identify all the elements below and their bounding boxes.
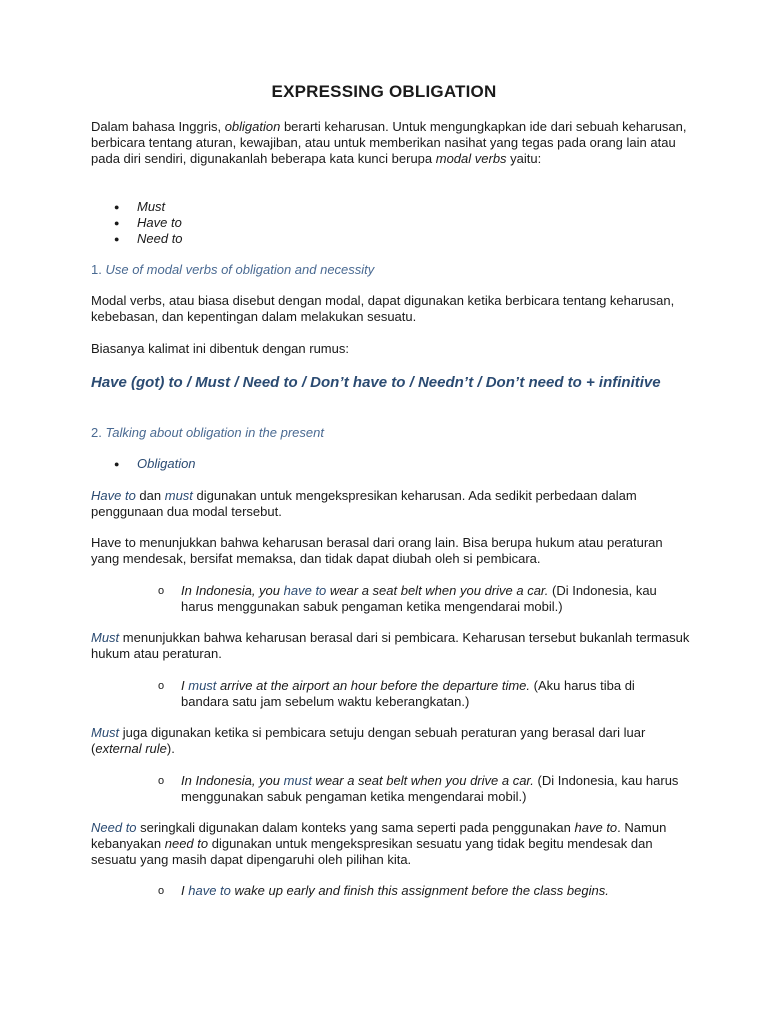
paragraph: Have to dan must digunakan untuk mengekspresikan keharusan. Ada sedikit perbedaan dalam penggunaan dua modal tersebut. <box>91 488 637 519</box>
example-sentence: I have to wake up early and finish this assignment before the class begins. <box>181 883 609 898</box>
paragraph: Need to seringkali digunakan dalam konteks yang sama seperti pada penggunakan have to. Namun kebanyakan need to digunakan untuk mengekspresikan sesuatu yang tidak begitu mendesak dan sesuatu yang masih dapat dipengaruhi oleh pilihan kita. <box>91 820 667 867</box>
paragraph: Have to menunjukkan bahwa keharusan berasal dari orang lain. Bisa berupa hukum atau peraturan yang mendesak, bersifat memaksa, dan tidak dapat diubah oleh si pembicara. <box>91 535 663 566</box>
bullet-icon: ● <box>114 459 120 469</box>
circle-bullet-icon: o <box>158 885 165 897</box>
bullet-icon: ● <box>114 234 120 244</box>
section-heading: 2. Talking about obligation in the present <box>91 425 324 440</box>
paragraph: Biasanya kalimat ini dibentuk dengan rumus: <box>91 341 349 356</box>
paragraph: Must juga digunakan ketika si pembicara setuju dengan sebuah peraturan yang berasal dari luar (external rule). <box>91 725 646 756</box>
circle-bullet-icon: o <box>158 680 165 692</box>
circle-bullet-icon: o <box>158 775 165 787</box>
intro-paragraph: Dalam bahasa Inggris, obligation berarti keharusan. Untuk mengungkapkan ide dari sebuah keharusan, berbicara tentang aturan, kewajiban, atau untuk memberikan nasihat yang tegas pada orang lain atau pada diri sendiri, digunakanlah beberapa kata kunci berupa modal verbs yaitu: <box>91 119 687 166</box>
circle-bullet-icon: o <box>158 585 165 597</box>
page-title: EXPRESSING OBLIGATION <box>271 82 497 101</box>
example-sentence: I must arrive at the airport an hour before the departure time. (Aku harus tiba di bandara satu jam sebelum waktu keberangkatan.) <box>181 678 635 709</box>
list-item: Need to <box>137 231 183 246</box>
list-item: Obligation <box>137 456 196 471</box>
list-item: Must <box>137 199 166 214</box>
bullet-icon: ● <box>114 218 120 228</box>
example-sentence: In Indonesia, you have to wear a seat belt when you drive a car. (Di Indonesia, kau harus menggunakan sabuk pengaman ketika mengendarai mobil.) <box>181 583 657 614</box>
paragraph: Modal verbs, atau biasa disebut dengan modal, dapat digunakan ketika berbicara tentang keharusan, kebebasan, dan kepentingan dalam melakukan sesuatu. <box>91 293 675 324</box>
list-item: Have to <box>137 215 182 230</box>
bullet-icon: ● <box>114 202 120 212</box>
section-heading: 1. Use of modal verbs of obligation and necessity <box>91 262 375 277</box>
paragraph: Must menunjukkan bahwa keharusan berasal dari si pembicara. Keharusan tersebut bukanlah termasuk hukum atau peraturan. <box>91 630 690 661</box>
formula: Have (got) to / Must / Need to / Don’t have to / Needn’t / Don’t need to + infinitive <box>91 374 661 391</box>
example-sentence: In Indonesia, you must wear a seat belt when you drive a car. (Di Indonesia, kau harus menggunakan sabuk pengaman ketika mengendarai mobil.) <box>181 773 679 804</box>
